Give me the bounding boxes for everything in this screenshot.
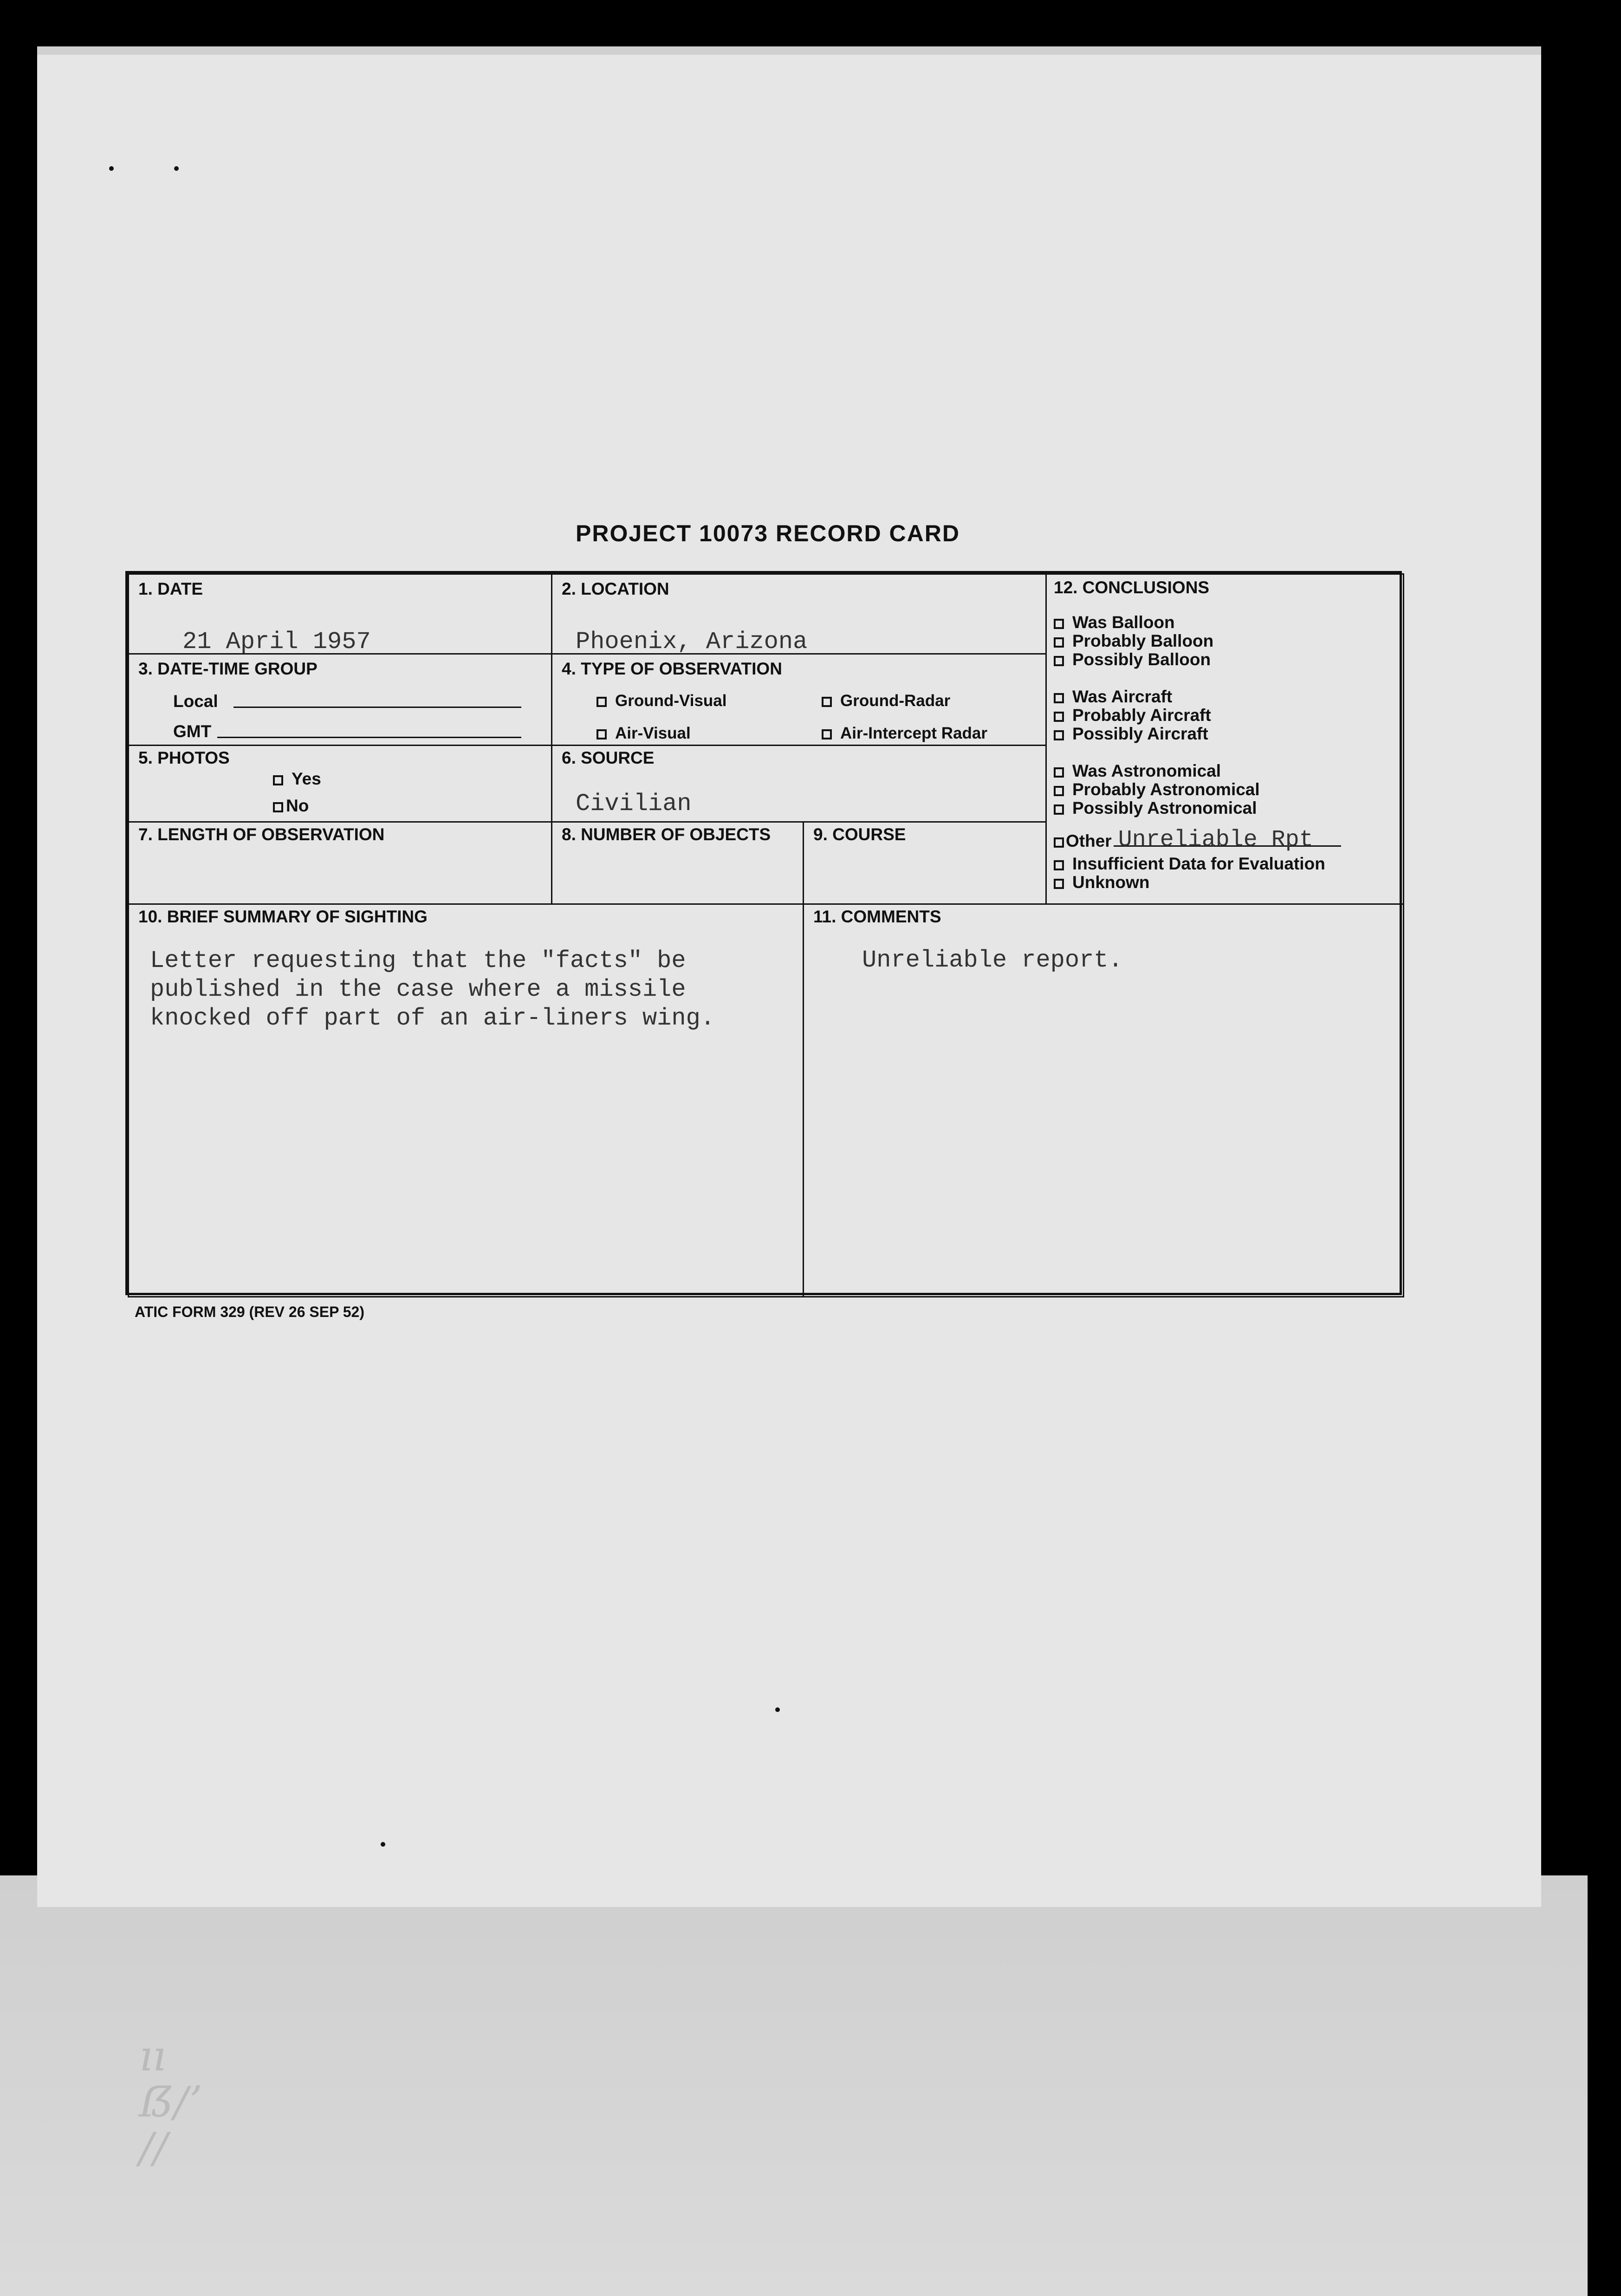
- conclusion-checkbox[interactable]: [1054, 804, 1064, 815]
- date-time-group-cell: 3. DATE-TIME GROUP Local GMT: [128, 653, 552, 746]
- date-value: 21 April 1957: [182, 628, 371, 655]
- conclusion-checkbox[interactable]: [1054, 637, 1064, 648]
- observation-type-cell: 4. TYPE OF OBSERVATION Ground-Visual Ground-Radar Air-Visual Air-Intercept Radar: [551, 653, 1047, 746]
- conclusion-checkbox[interactable]: [1054, 656, 1064, 666]
- conclusion-checkbox[interactable]: [1054, 619, 1064, 629]
- air-intercept-checkbox[interactable]: [822, 729, 832, 739]
- conclusion-item: Possibly Balloon: [1054, 650, 1211, 669]
- conclusions-label: 12. CONCLUSIONS: [1054, 578, 1210, 597]
- scan-artifact: ıı ẞ/ʼ //: [139, 2032, 201, 2173]
- conclusion-other: Other Unreliable Rpt: [1054, 831, 1341, 851]
- conclusion-item: Was Astronomical: [1054, 761, 1221, 781]
- comments-cell: 11. COMMENTS Unreliable report.: [803, 903, 1404, 1297]
- ground-radar-checkbox[interactable]: [822, 697, 832, 707]
- conclusion-checkbox[interactable]: [1054, 712, 1064, 722]
- course-cell: 9. COURSE: [803, 821, 1047, 905]
- summary-cell: 10. BRIEF SUMMARY OF SIGHTING Letter requesting that the "facts" be published in the case where a missile knocked off part of an air-liners wing.: [128, 903, 804, 1297]
- conclusion-item: Possibly Astronomical: [1054, 798, 1257, 818]
- form-footer: ATIC FORM 329 (REV 26 SEP 52): [135, 1304, 364, 1320]
- summary-value: Letter requesting that the "facts" be published in the case where a missile knocked off part of an air-liners wing.: [150, 947, 715, 1032]
- objects-cell: 8. NUMBER OF OBJECTS: [551, 821, 804, 905]
- conclusion-item: Probably Astronomical: [1054, 780, 1260, 799]
- date-cell: 1. DATE 21 April 1957: [128, 573, 552, 655]
- photos-cell: 5. PHOTOS Yes No: [128, 745, 552, 823]
- other-checkbox[interactable]: [1054, 837, 1064, 848]
- photos-no-checkbox[interactable]: [273, 802, 283, 812]
- conclusion-checkbox[interactable]: [1054, 730, 1064, 740]
- comments-value: Unreliable report.: [862, 947, 1123, 974]
- conclusion-checkbox[interactable]: [1054, 786, 1064, 796]
- location-cell: 2. LOCATION Phoenix, Arizona: [551, 573, 1047, 655]
- photos-yes-checkbox[interactable]: [273, 775, 283, 785]
- location-value: Phoenix, Arizona: [576, 628, 808, 655]
- conclusion-checkbox[interactable]: [1054, 693, 1064, 703]
- conclusion-checkbox[interactable]: [1054, 767, 1064, 778]
- unknown-checkbox[interactable]: [1054, 879, 1064, 889]
- air-visual-checkbox[interactable]: [597, 729, 607, 739]
- ground-visual-checkbox[interactable]: [597, 697, 607, 707]
- conclusion-item: Possibly Aircraft: [1054, 724, 1208, 744]
- record-card-form: [125, 571, 1402, 1295]
- conclusion-item: Was Balloon: [1054, 613, 1175, 632]
- length-cell: 7. LENGTH OF OBSERVATION: [128, 821, 552, 905]
- conclusion-unknown: Unknown: [1054, 873, 1149, 892]
- conclusion-item: Was Aircraft: [1054, 687, 1172, 707]
- conclusion-item: Probably Aircraft: [1054, 706, 1211, 725]
- insufficient-checkbox[interactable]: [1054, 860, 1064, 870]
- conclusion-insufficient: Insufficient Data for Evaluation: [1054, 854, 1325, 874]
- other-value: Unreliable Rpt: [1118, 827, 1313, 853]
- source-cell: 6. SOURCE Civilian: [551, 745, 1047, 823]
- conclusion-item: Probably Balloon: [1054, 631, 1213, 651]
- source-value: Civilian: [576, 790, 692, 817]
- page-title: PROJECT 10073 RECORD CARD: [576, 520, 960, 546]
